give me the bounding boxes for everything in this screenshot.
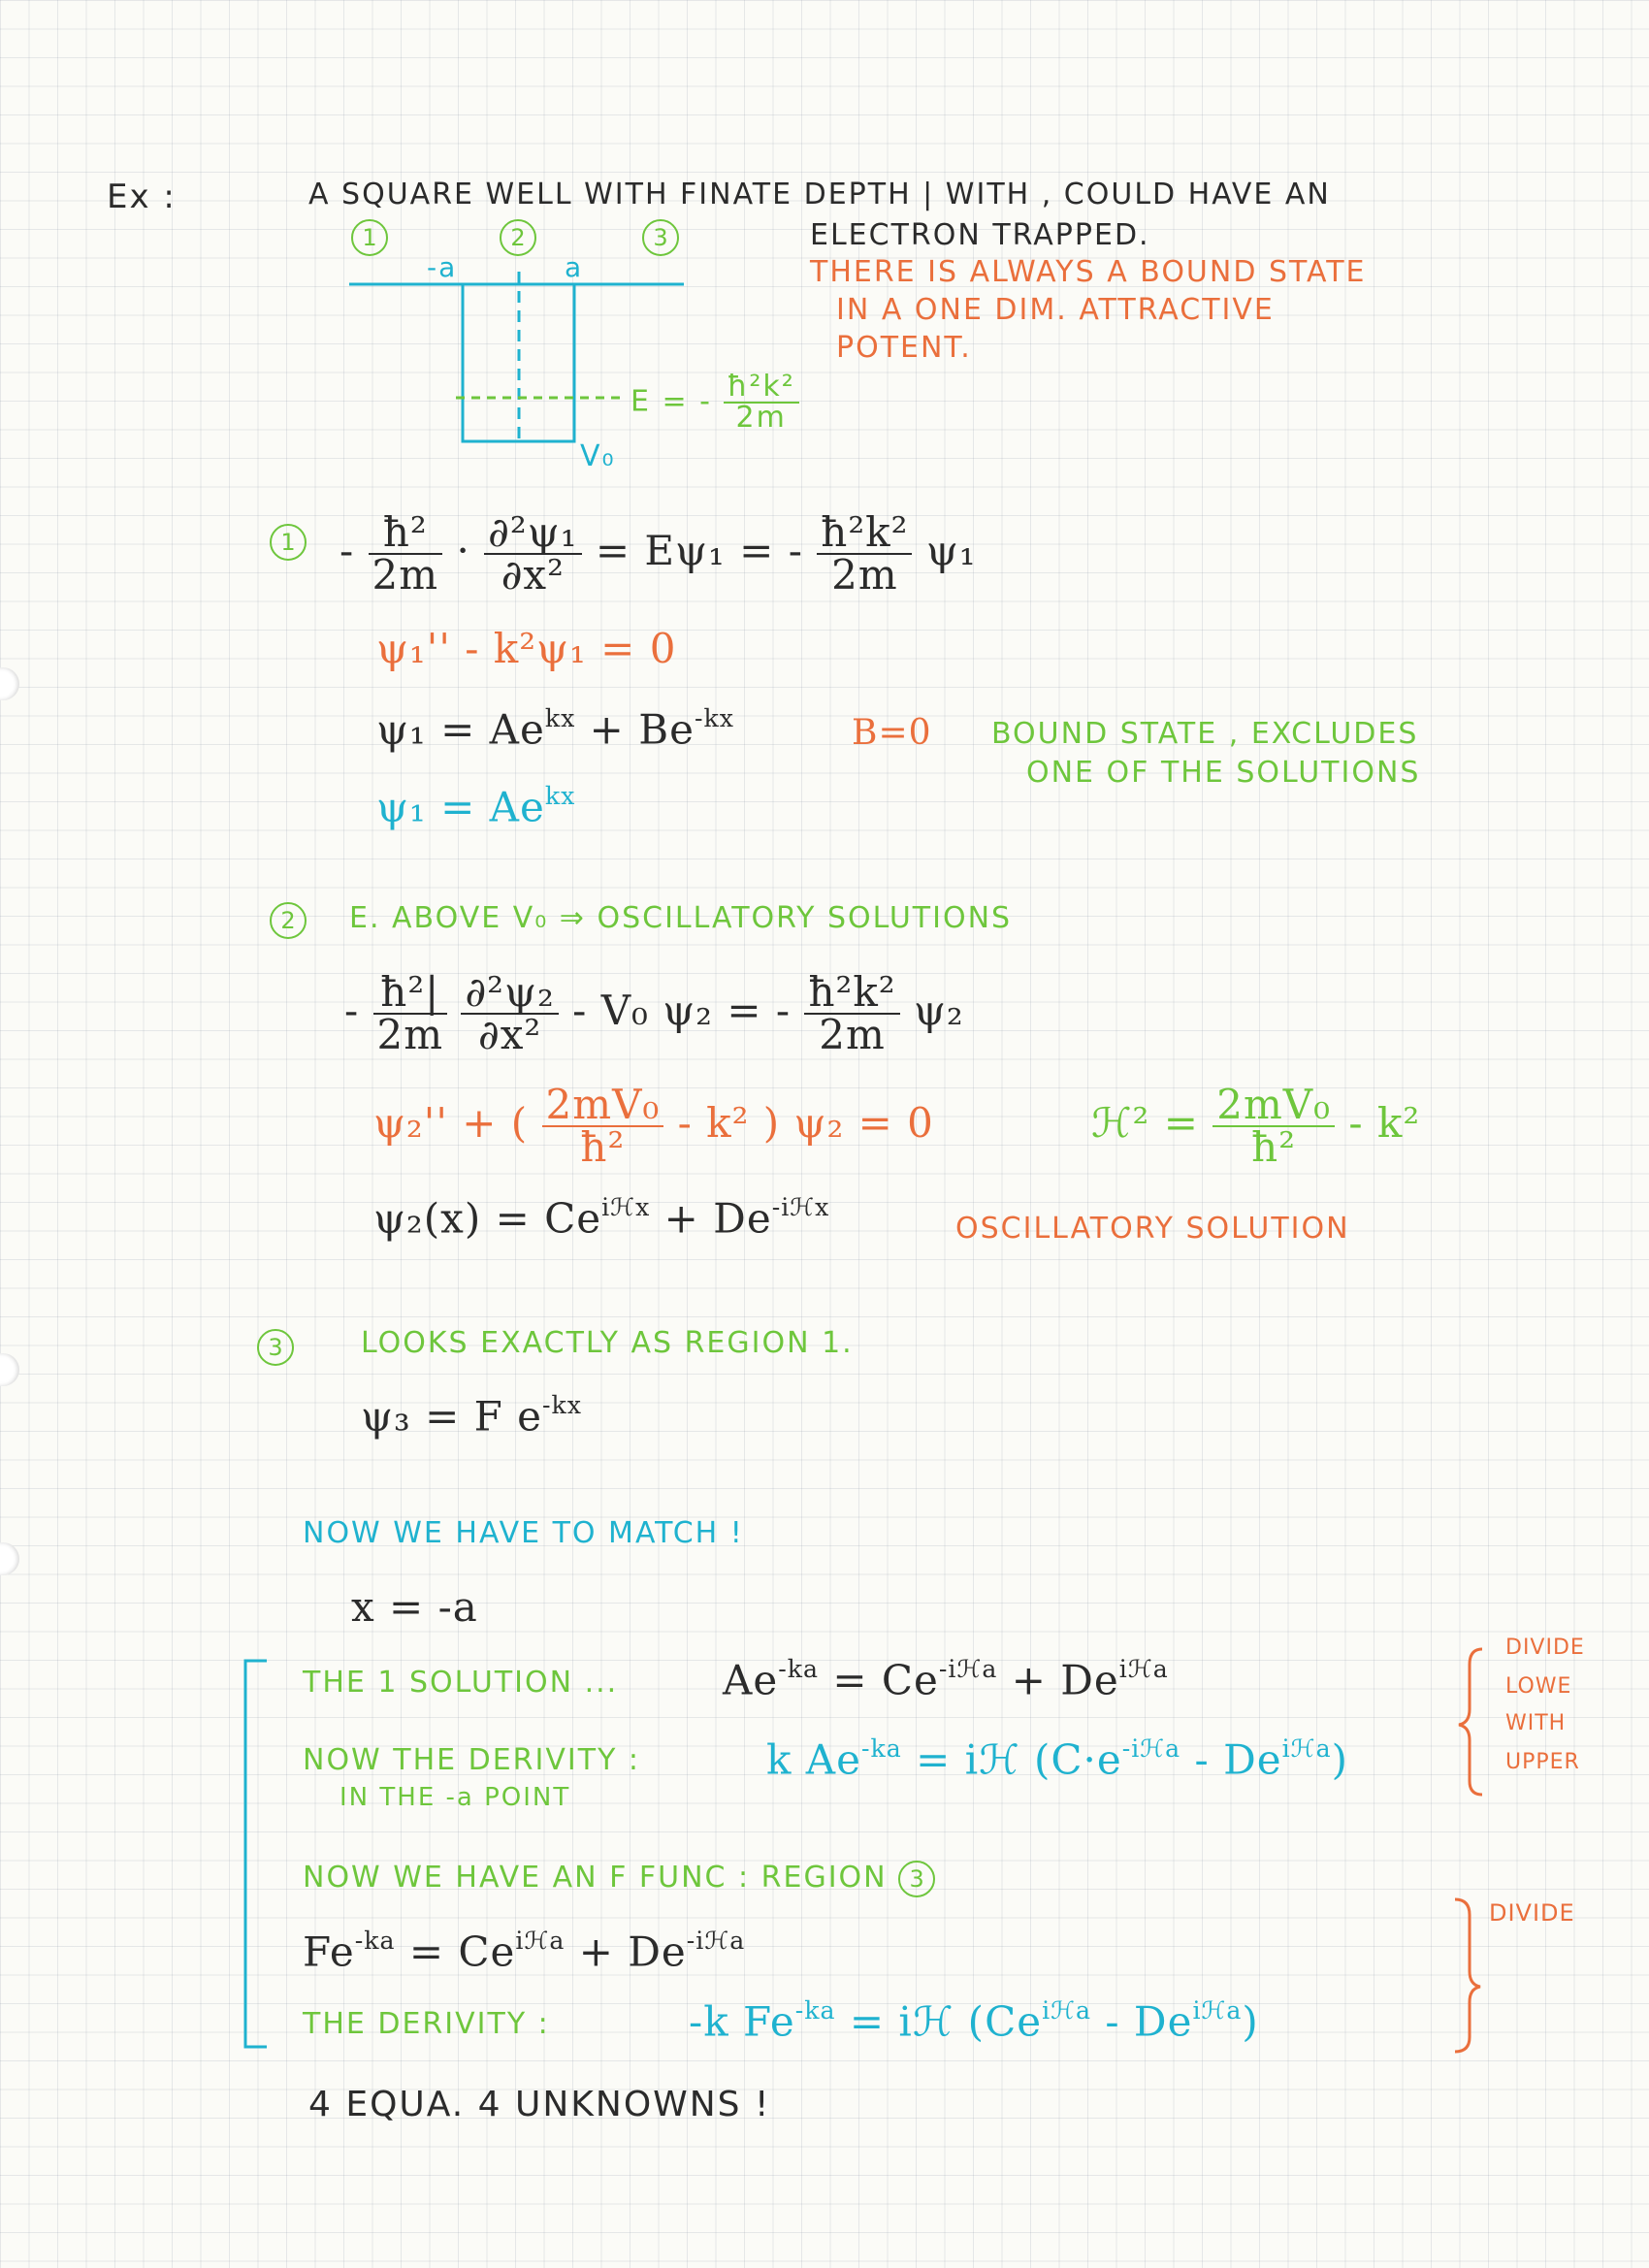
match-line5-label: THE DERIVITY : [303, 2007, 550, 2041]
divide-note-3: WITH [1505, 1711, 1567, 1735]
divide-note-1: DIVIDE [1505, 1636, 1585, 1660]
region2-diffeq: ψ₂'' + ( $\frac{\text{2mV₀}}{\text{ħ²}}$ - k² ) ψ₂ = 0 [373, 1081, 934, 1171]
bound-note-line2: ONE OF THE SOLUTIONS [1026, 756, 1421, 790]
problem-statement-line1: A SQUARE WELL WITH FINATE DEPTH | WITH , COULD HAVE AN [308, 178, 1331, 211]
system-left-bracket [245, 1661, 267, 2047]
kappa-definition: ℋ² = $\frac{\text{2mV₀}}{\text{ħ²}}$ - k² [1091, 1081, 1421, 1171]
bound-state-note-line1: THERE IS ALWAYS A BOUND STATE [810, 255, 1367, 289]
region2-marker: 2 [270, 902, 307, 939]
divide-note-2: LOWE [1505, 1674, 1572, 1699]
label-minus-a: -a [427, 251, 458, 283]
matching-x-value: x = -a [351, 1583, 478, 1631]
divide-note-lower: DIVIDE [1489, 1899, 1575, 1927]
label-v0: V₀ [580, 439, 616, 473]
divide-brace-lower [1455, 1899, 1480, 2052]
match-line2-label-b: IN THE -a POINT [340, 1783, 571, 1812]
divide-note-4: UPPER [1505, 1750, 1580, 1774]
matching-heading: NOW WE HAVE TO MATCH ! [303, 1516, 744, 1550]
diagram-region-1: 1 [351, 219, 388, 256]
match-line3-label: NOW WE HAVE AN F FUNC : REGION 3 [303, 1861, 935, 1897]
match-line4-eq: $Fe^{-ka} = Ce^{iℋa} + De^{-iℋa}$ [303, 1927, 746, 1976]
region3-marker: 3 [257, 1329, 294, 1366]
diagram-region-3: 3 [642, 219, 679, 256]
energy-label: E = - $\frac{\text{ħ²k²}}{2m}$ [630, 373, 799, 433]
match-line2-label-a: NOW THE DERIVITY : [303, 1743, 641, 1777]
label-a: a [565, 251, 584, 283]
region1-marker: 1 [270, 524, 307, 561]
match-line1-eq: $Ae^{-ka} = Ce^{-iℋa} + De^{iℋa}$ [723, 1655, 1169, 1704]
region2-heading: E. ABOVE V₀ ⇒ OSCILLATORY SOLUTIONS [349, 901, 1013, 935]
diagram-region-2: 2 [500, 219, 536, 256]
bound-note-line1: BOUND STATE , EXCLUDES [991, 717, 1419, 751]
match-line5-eq: -k $Fe^{-ka}$ = iℋ $(Ce^{iℋa} - De^{iℋa})$ [689, 1996, 1259, 2046]
oscillatory-solution-label: OSCILLATORY SOLUTION [955, 1212, 1350, 1246]
region1-diffeq: ψ₁'' - k²ψ₁ = 0 [376, 625, 677, 672]
divide-brace-upper [1459, 1649, 1482, 1795]
conclusion: 4 EQUA. 4 UNKNOWNS ! [308, 2085, 771, 2124]
problem-statement-line2: ELECTRON TRAPPED. [810, 218, 1150, 252]
region1-schrodinger-eq: - $\frac{\text{ħ²}}{2m}$ · $\frac{\text{∂²ψ₁}}{\text{∂x²}}$ = Eψ₁ = - $\frac{\text{ħ²k²}}{2m}$ ψ₁ [340, 508, 977, 599]
b-equals-zero: B=0 [852, 713, 932, 753]
match-line1-label: THE 1 SOLUTION ... [303, 1666, 619, 1700]
bound-state-note-line3: POTENT. [836, 331, 972, 365]
region2-schrodinger-eq: - $\frac{\text{ħ²|}}{2m}$ $\frac{\text{∂²ψ₂}}{\text{∂x²}}$ - V₀ ψ₂ = - $\frac{\text{ħ²k²}}{2m}$ ψ₂ [344, 968, 964, 1058]
match-line2-eq: k $Ae^{-ka}$ = iℋ $(C\cdot e^{-iℋa} - De^{iℋa})$ [766, 1734, 1348, 1784]
region3-solution: ψ₃ = F $e^{-kx}$ [361, 1391, 582, 1441]
bound-state-note-line2: IN A ONE DIM. ATTRACTIVE [836, 293, 1275, 327]
region1-general-solution: $\psi_1 = Ae^{kx} + Be^{-kx}$ [376, 704, 734, 754]
region2-solution: $\psi_2(x) = Ce^{iℋx} + De^{-iℋx}$ [373, 1193, 830, 1243]
region3-heading: LOOKS EXACTLY AS REGION 1. [361, 1326, 854, 1360]
example-label: Ex : [107, 178, 177, 216]
region1-solution: $\psi_1 = Ae^{kx}$ [376, 782, 576, 831]
